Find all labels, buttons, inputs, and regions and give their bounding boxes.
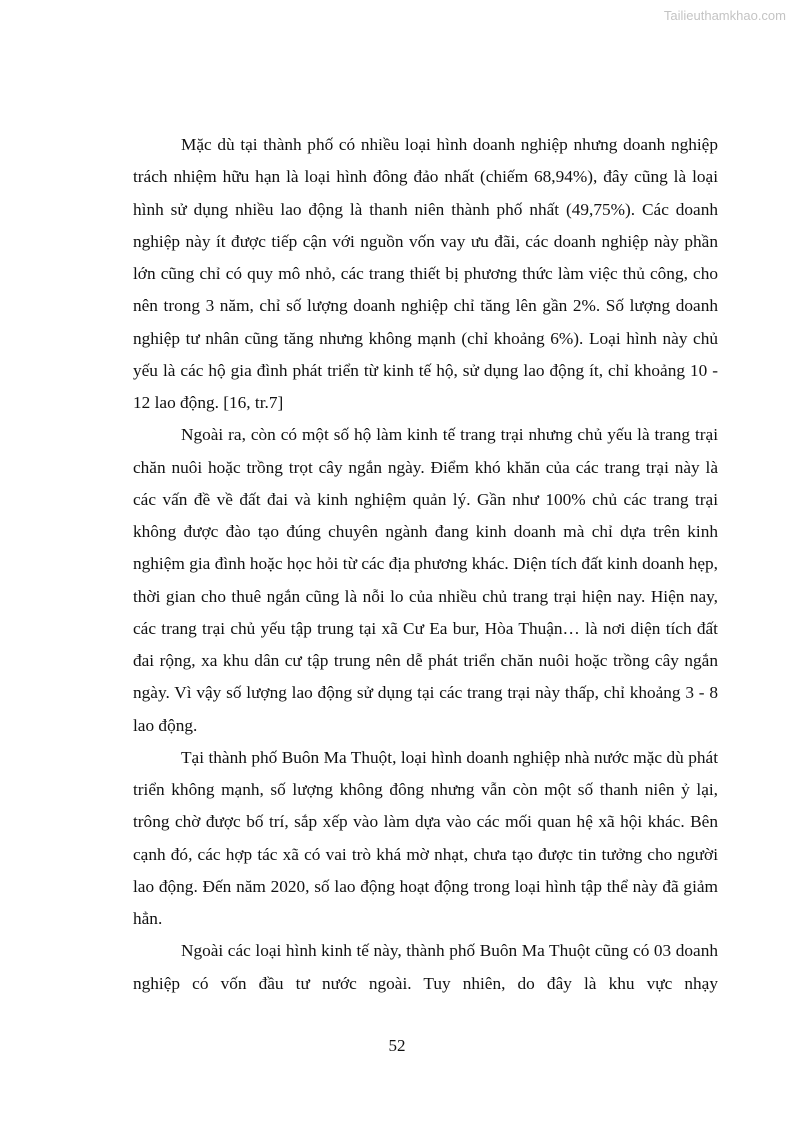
paragraph-1: Mặc dù tại thành phố có nhiều loại hình doanh nghiệp nhưng doanh nghiệp trách nhiệm hữu hạn là loại hình đông đảo nhất (chiếm 68,94%), đây cũng là loại hình sử dụng nhiều lao động là thanh niên thành phố nhất (49,75%). Các doanh nghiệp này ít được tiếp cận với nguồn vốn vay ưu đãi, các doanh nghiệp này phần lớn cũng chỉ có quy mô nhỏ, các trang thiết bị phương thức làm việc thủ công, cho nên trong 3 năm, chỉ số lượng doanh nghiệp chỉ tăng lên gần 2%. Số lượng doanh nghiệp tư nhân cũng tăng nhưng không mạnh (chỉ khoảng 6%). Loại hình này chủ yếu là các hộ gia đình phát triển từ kinh tế hộ, sử dụng lao động ít, chỉ khoảng 10 - 12 lao động. [16, tr.7] [133, 135, 718, 412]
paragraph-4: Ngoài các loại hình kinh tế này, thành phố Buôn Ma Thuột cũng có 03 doanh nghiệp có vốn đầu tư nước ngoài. Tuy nhiên, do đây là khu vực nhạy [133, 941, 718, 993]
watermark: Tailieuthamkhao.com [663, 8, 786, 23]
paragraph-3: Tại thành phố Buôn Ma Thuột, loại hình doanh nghiệp nhà nước mặc dù phát triển không mạnh, số lượng không đông nhưng vẫn còn một số thanh niên ỷ lại, trông chờ được bố trí, sắp xếp vào làm dựa vào các mối quan hệ xã hội khác. Bên cạnh đó, các hợp tác xã có vai trò khá mờ nhạt, chưa tạo được tin tưởng cho người lao động. Đến năm 2020, số lao động hoạt động trong loại hình tập thể này đã giảm hẳn. [133, 747, 718, 928]
paragraph-2: Ngoài ra, còn có một số hộ làm kinh tế trang trại nhưng chủ yếu là trang trại chăn nuôi hoặc trồng trọt cây ngắn ngày. Điểm khó khăn của các trang trại này là các vấn đề về đất đai và kinh nghiệm quản lý. Gần như 100% chủ các trang trại không được đào tạo đúng chuyên ngành đang kinh doanh mà chỉ dựa trên kinh nghiệm gia đình hoặc học hỏi từ các địa phương khác. Diện tích đất kinh doanh hẹp, thời gian cho thuê ngắn cũng là nỗi lo của nhiều chủ trang trại hiện nay. Hiện nay, các trang trại chủ yếu tập trung tại xã Cư Ea bur, Hòa Thuận… là nơi diện tích đất đai rộng, xa khu dân cư tập trung nên dễ phát triển chăn nuôi hoặc trồng cây ngắn ngày. Vì vậy số lượng lao động sử dụng tại các trang trại này thấp, chỉ khoảng 3 - 8 lao động. [133, 425, 718, 735]
document-body [133, 129, 718, 1000]
page-number: 52 [388, 1036, 406, 1055]
